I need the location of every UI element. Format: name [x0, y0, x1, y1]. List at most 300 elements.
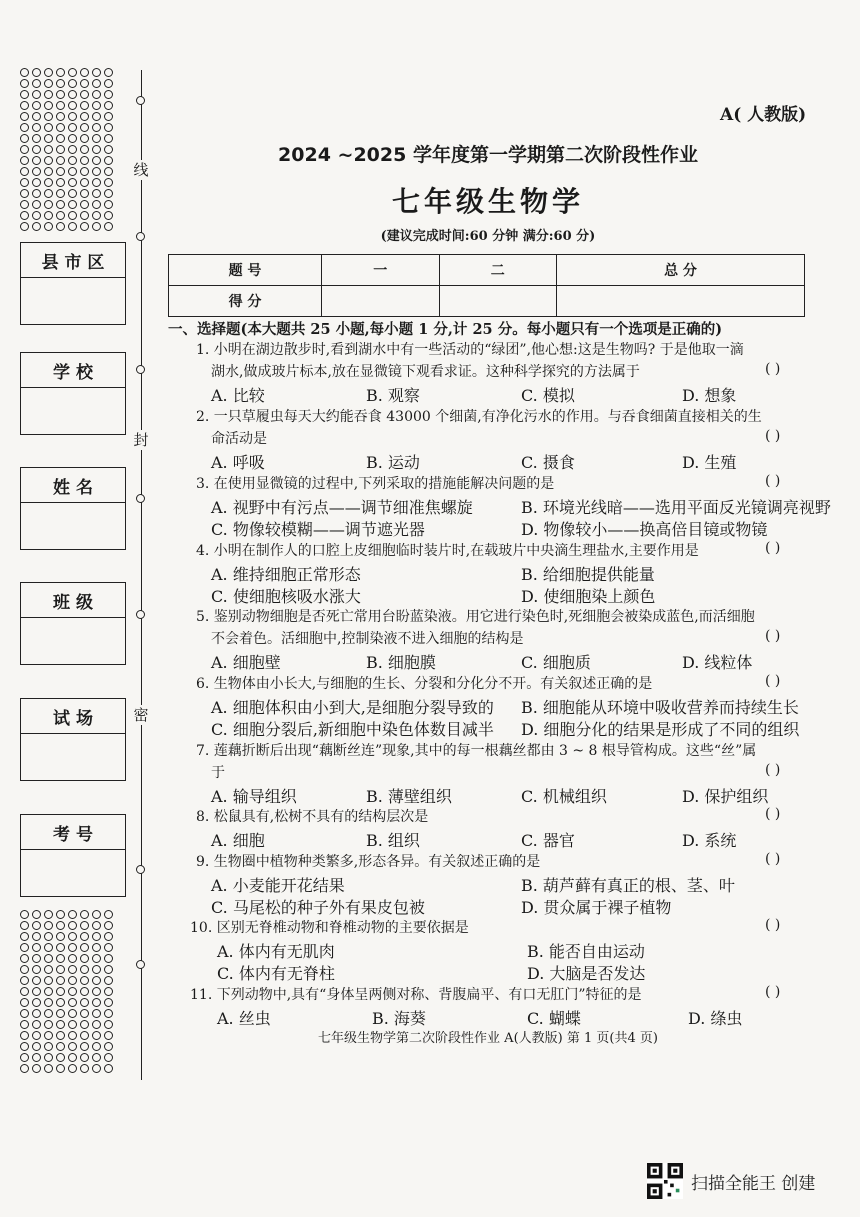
field-exam-number [20, 814, 126, 897]
binding-dot [44, 1020, 53, 1029]
answer-bracket[interactable]: ( ) [765, 762, 781, 778]
field-blank [21, 850, 125, 896]
option-b[interactable]: B. 环境光线暗——选用平面反光镜调亮视野 [521, 498, 831, 517]
binding-dot [68, 222, 77, 231]
binding-dot [56, 145, 65, 154]
field-blank [21, 388, 125, 434]
question-text: 4. 小明在制作人的口腔上皮细胞临时装片时,在载玻片中央滴生理盐水,主要作用是 [196, 543, 699, 559]
binding-dot [20, 112, 29, 121]
answer-bracket[interactable]: ( ) [765, 540, 781, 556]
answer-bracket[interactable]: ( ) [765, 673, 781, 689]
binding-dot [80, 910, 89, 919]
binding-dot [32, 68, 41, 77]
option-d[interactable]: D. 线粒体 [682, 653, 753, 672]
answer-bracket[interactable]: ( ) [765, 473, 781, 489]
binding-dot [68, 134, 77, 143]
binding-dot [68, 943, 77, 952]
binding-dot [32, 998, 41, 1007]
score-cell[interactable] [439, 286, 557, 317]
question-text: 不会着色。活细胞中,控制染液不进入细胞的结构是 [211, 631, 524, 647]
cut-circle [136, 365, 145, 374]
binding-dot [80, 1020, 89, 1029]
binding-dot [20, 1064, 29, 1073]
binding-dot [104, 68, 113, 77]
option-a[interactable]: A. 细胞体积由小到大,是细胞分裂导致的 [211, 698, 494, 717]
option-c[interactable]: C. 器官 [521, 831, 575, 850]
binding-dot [92, 222, 101, 231]
score-table-row [169, 286, 805, 317]
binding-dot [68, 954, 77, 963]
binding-dots-bottom [20, 910, 120, 1075]
binding-dot [32, 1042, 41, 1051]
binding-dot [80, 222, 89, 231]
option-c[interactable]: C. 细胞分裂后,新细胞中染色体数目减半 [211, 720, 494, 739]
field-blank [21, 278, 125, 324]
binding-dot [80, 200, 89, 209]
binding-dot [104, 123, 113, 132]
binding-dot [56, 123, 65, 132]
binding-dot [20, 145, 29, 154]
binding-dot [92, 112, 101, 121]
binding-dot [68, 79, 77, 88]
binding-dot [32, 965, 41, 974]
binding-dot [44, 965, 53, 974]
answer-bracket[interactable]: ( ) [765, 361, 781, 377]
binding-dot [20, 200, 29, 209]
page-footer: 七年级生物学第二次阶段性作业 A(人教版) 第 1 页(共4 页) [318, 1031, 658, 1046]
binding-dot [20, 134, 29, 143]
binding-dot [92, 932, 101, 941]
binding-dot [104, 1020, 113, 1029]
section-title: 一、选择题(本大题共 25 小题,每小题 1 分,计 25 分。每小题只有一个选项是正确的) [168, 321, 723, 338]
option-d[interactable]: D. 系统 [682, 831, 737, 850]
binding-dot [32, 921, 41, 930]
question-text: 7. 莲藕折断后出现“藕断丝连”现象,其中的每一根藕丝都由 3 ~ 8 根导管构成。这些“丝”属 [196, 743, 757, 759]
binding-dot [20, 965, 29, 974]
watermark-text: 扫描全能王 创建 [691, 1173, 816, 1194]
binding-dot [44, 178, 53, 187]
binding-dot [44, 998, 53, 1007]
score-header-cell: 二 [439, 255, 557, 286]
binding-dot [92, 1009, 101, 1018]
option-a[interactable]: A. 输导组织 [211, 787, 297, 806]
binding-dot [32, 211, 41, 220]
option-b[interactable]: B. 运动 [366, 453, 420, 472]
score-header-cell: 一 [322, 255, 440, 286]
binding-dot [68, 167, 77, 176]
field-class [20, 582, 126, 665]
binding-dot [80, 998, 89, 1007]
binding-dot [20, 178, 29, 187]
option-a[interactable]: A. 细胞 [211, 831, 265, 850]
option-c[interactable]: C. 物像较模糊——调节遮光器 [211, 520, 425, 539]
question-text: 6. 生物体由小长大,与细胞的生长、分裂和分化分不开。有关叙述正确的是 [196, 676, 653, 692]
binding-dot [92, 976, 101, 985]
field-exam-room [20, 698, 126, 781]
binding-dot [104, 954, 113, 963]
binding-dot [20, 68, 29, 77]
binding-dot [44, 976, 53, 985]
binding-dot [68, 90, 77, 99]
field-blank [21, 618, 125, 664]
binding-dot [68, 112, 77, 121]
binding-dot [92, 910, 101, 919]
binding-dot [92, 178, 101, 187]
option-b[interactable]: B. 海葵 [372, 1009, 426, 1028]
binding-dot [32, 1031, 41, 1040]
binding-dot [92, 1031, 101, 1040]
binding-dot [68, 1009, 77, 1018]
binding-dot [104, 101, 113, 110]
binding-dot [104, 200, 113, 209]
binding-dot [20, 1053, 29, 1062]
binding-dot [104, 976, 113, 985]
binding-dot [20, 211, 29, 220]
binding-dot [20, 101, 29, 110]
question-text: 2. 一只草履虫每天大约能吞食 43000 个细菌,有净化污水的作用。与吞食细菌直接相关的生 [196, 409, 762, 425]
binding-dot [92, 1053, 101, 1062]
option-d[interactable]: D. 生殖 [682, 453, 737, 472]
binding-dot [56, 222, 65, 231]
cut-circle [136, 960, 145, 969]
field-school [20, 352, 126, 435]
binding-dot [20, 222, 29, 231]
question-text: 8. 松鼠具有,松树不具有的结构层次是 [196, 809, 429, 825]
binding-dot [104, 134, 113, 143]
binding-dot [56, 1053, 65, 1062]
binding-dot [80, 79, 89, 88]
binding-dot [32, 79, 41, 88]
field-blank [21, 734, 125, 780]
field-county [20, 242, 126, 325]
binding-dot [80, 145, 89, 154]
binding-dot [80, 167, 89, 176]
question-9 [196, 851, 540, 873]
binding-dot [92, 998, 101, 1007]
binding-dot [104, 921, 113, 930]
question-7 [196, 740, 756, 784]
field-label: 姓 名 [21, 468, 125, 503]
question-text: 5. 鉴别动物细胞是否死亡常用台盼蓝染液。用它进行染色时,死细胞会被染成蓝色,而活细胞 [196, 609, 755, 625]
binding-dot [44, 123, 53, 132]
option-a[interactable]: A. 小麦能开花结果 [211, 876, 345, 895]
binding-dot [56, 79, 65, 88]
option-c[interactable]: C. 蝴蝶 [527, 1009, 581, 1028]
question-text: 1. 小明在湖边散步时,看到湖水中有一些活动的“绿团”,他心想:这是生物吗? 于是他取一滴 [196, 342, 744, 358]
binding-dot [20, 189, 29, 198]
binding-dot [32, 123, 41, 132]
binding-dot [32, 189, 41, 198]
binding-dot [56, 976, 65, 985]
question-2 [196, 406, 762, 450]
option-a[interactable]: A. 比较 [211, 386, 265, 405]
answer-bracket[interactable]: ( ) [765, 428, 781, 444]
binding-dot [56, 998, 65, 1007]
binding-dot [68, 998, 77, 1007]
cut-circle [136, 610, 145, 619]
binding-dot [56, 1009, 65, 1018]
binding-dot [56, 156, 65, 165]
option-b[interactable]: B. 细胞膜 [366, 653, 436, 672]
binding-dot [44, 954, 53, 963]
binding-dot [92, 101, 101, 110]
option-c[interactable]: C. 机械组织 [521, 787, 607, 806]
binding-dot [44, 943, 53, 952]
binding-dot [104, 222, 113, 231]
question-text: 于 [211, 765, 225, 781]
binding-dot [80, 123, 89, 132]
binding-dot [80, 965, 89, 974]
binding-dot [56, 134, 65, 143]
binding-dot [104, 965, 113, 974]
option-a[interactable]: A. 细胞壁 [211, 653, 281, 672]
cut-mark-line: 线 [131, 160, 151, 180]
question-text: 9. 生物圈中植物种类繁多,形态各异。有关叙述正确的是 [196, 854, 541, 870]
field-label: 班 级 [21, 583, 125, 618]
option-b[interactable]: B. 细胞能从环境中吸收营养而持续生长 [521, 698, 799, 717]
time-info: (建议完成时间:60 分钟 满分:60 分) [380, 229, 596, 244]
binding-dot [68, 1053, 77, 1062]
binding-dot [20, 954, 29, 963]
binding-dot [44, 1031, 53, 1040]
binding-dot [44, 90, 53, 99]
answer-bracket[interactable]: ( ) [765, 628, 781, 644]
cut-circle [136, 96, 145, 105]
binding-dot [56, 1064, 65, 1073]
binding-dot [104, 1042, 113, 1051]
binding-dot [104, 156, 113, 165]
binding-dot [92, 145, 101, 154]
question-text: 3. 在使用显微镜的过程中,下列采取的措施能解决问题的是 [196, 476, 555, 492]
answer-bracket[interactable]: ( ) [765, 984, 781, 1000]
binding-dot [92, 134, 101, 143]
binding-dot [44, 1009, 53, 1018]
binding-dot [56, 1042, 65, 1051]
binding-dot [32, 112, 41, 121]
answer-bracket[interactable]: ( ) [765, 806, 781, 822]
binding-dot [44, 112, 53, 121]
binding-dot [20, 156, 29, 165]
binding-dot [56, 211, 65, 220]
binding-dot [92, 1020, 101, 1029]
binding-dot [56, 167, 65, 176]
question-4 [196, 540, 699, 562]
binding-dot [32, 932, 41, 941]
binding-dot [32, 976, 41, 985]
binding-dot [32, 222, 41, 231]
option-a[interactable]: A. 丝虫 [217, 1009, 271, 1028]
option-c[interactable]: C. 模拟 [521, 386, 575, 405]
binding-dot [92, 79, 101, 88]
binding-dot [92, 200, 101, 209]
field-label: 学 校 [21, 353, 125, 388]
binding-dot [56, 1031, 65, 1040]
binding-dot [80, 178, 89, 187]
question-6 [196, 673, 652, 695]
option-d[interactable]: D. 贯众属于裸子植物 [521, 898, 672, 917]
binding-dot [44, 910, 53, 919]
binding-dot [32, 1020, 41, 1029]
binding-dot [20, 987, 29, 996]
binding-dot [80, 134, 89, 143]
edition-label: A( 人教版) [720, 105, 807, 125]
binding-dot [56, 954, 65, 963]
binding-dot [20, 167, 29, 176]
binding-dot [104, 178, 113, 187]
binding-dot [80, 1009, 89, 1018]
field-label: 考 号 [21, 815, 125, 850]
scanner-watermark [647, 1163, 815, 1199]
binding-dot [44, 932, 53, 941]
binding-dot [44, 134, 53, 143]
binding-dot [92, 965, 101, 974]
score-table-header-row [169, 255, 805, 286]
binding-dot [56, 965, 65, 974]
binding-dot [56, 1020, 65, 1029]
option-c[interactable]: C. 体内有无脊柱 [217, 964, 335, 983]
option-a[interactable]: A. 维持细胞正常形态 [211, 565, 361, 584]
binding-dot [80, 156, 89, 165]
field-label: 县 市 区 [21, 243, 125, 278]
binding-dot [92, 943, 101, 952]
binding-dot [92, 156, 101, 165]
option-c[interactable]: C. 细胞质 [521, 653, 591, 672]
binding-dot [32, 178, 41, 187]
binding-dot [68, 68, 77, 77]
binding-dot [80, 90, 89, 99]
binding-dot [68, 145, 77, 154]
cut-mark-secret: 密 [131, 705, 151, 725]
binding-dot [20, 1042, 29, 1051]
question-5 [196, 606, 755, 650]
binding-dot [80, 932, 89, 941]
binding-dot [80, 101, 89, 110]
option-a[interactable]: A. 呼吸 [211, 453, 265, 472]
binding-dot [32, 134, 41, 143]
binding-dot [104, 1009, 113, 1018]
binding-dot [32, 943, 41, 952]
binding-dot [20, 943, 29, 952]
option-b[interactable]: B. 给细胞提供能量 [521, 565, 655, 584]
cut-circle [136, 494, 145, 503]
option-b[interactable]: B. 观察 [366, 386, 420, 405]
binding-dot [44, 987, 53, 996]
cut-circle [136, 232, 145, 241]
binding-dot [32, 101, 41, 110]
question-text: 湖水,做成玻片标本,放在显微镜下观看求证。这种科学探究的方法属于 [211, 364, 640, 380]
option-d[interactable]: D. 物像较小——换高倍目镜或物镜 [521, 520, 768, 539]
binding-dot [68, 1031, 77, 1040]
qr-code-icon [647, 1163, 683, 1199]
binding-dot [92, 211, 101, 220]
binding-dot [20, 1031, 29, 1040]
binding-dot [20, 921, 29, 930]
option-c[interactable]: C. 马尾松的种子外有果皮包被 [211, 898, 425, 917]
binding-dots-top [20, 68, 120, 233]
binding-dot [80, 211, 89, 220]
binding-dot [68, 189, 77, 198]
binding-dot [56, 178, 65, 187]
option-d[interactable]: D. 大脑是否发达 [527, 964, 646, 983]
exam-title: 2024 ~2025 学年度第一学期第二次阶段性作业 [278, 144, 698, 166]
question-11 [190, 984, 641, 1006]
option-b[interactable]: B. 薄壁组织 [366, 787, 452, 806]
binding-dot [68, 910, 77, 919]
option-b[interactable]: B. 能否自由运动 [527, 942, 645, 961]
score-table [168, 254, 805, 317]
binding-dot [68, 1064, 77, 1073]
binding-dot [104, 998, 113, 1007]
question-text: 命活动是 [211, 431, 267, 447]
binding-dot [32, 145, 41, 154]
score-cell[interactable] [557, 286, 805, 317]
binding-dot [68, 932, 77, 941]
binding-dot [20, 1020, 29, 1029]
binding-dot [92, 189, 101, 198]
option-c[interactable]: C. 使细胞核吸水涨大 [211, 587, 361, 606]
binding-dot [104, 943, 113, 952]
binding-dot [56, 90, 65, 99]
binding-dot [32, 987, 41, 996]
option-c[interactable]: C. 摄食 [521, 453, 575, 472]
binding-dot [92, 954, 101, 963]
option-d[interactable]: D. 想象 [682, 386, 737, 405]
option-b[interactable]: B. 葫芦藓有真正的根、茎、叶 [521, 876, 735, 895]
binding-dot [32, 167, 41, 176]
binding-dot [80, 189, 89, 198]
binding-dot [56, 200, 65, 209]
binding-dot [68, 965, 77, 974]
binding-dot [104, 211, 113, 220]
option-d[interactable]: D. 保护组织 [682, 787, 769, 806]
binding-dot [56, 921, 65, 930]
binding-dot [20, 1009, 29, 1018]
cut-mark-seal: 封 [131, 430, 151, 450]
option-d[interactable]: D. 绦虫 [688, 1009, 743, 1028]
binding-dot [104, 189, 113, 198]
subject-title: 七年级生物学 [391, 185, 584, 218]
binding-dot [68, 178, 77, 187]
binding-dot [20, 123, 29, 132]
binding-dot [56, 189, 65, 198]
option-b[interactable]: B. 组织 [366, 831, 420, 850]
binding-dot [32, 1009, 41, 1018]
binding-dot [80, 1053, 89, 1062]
option-d[interactable]: D. 细胞分化的结果是形成了不同的组织 [521, 720, 800, 739]
binding-dot [104, 987, 113, 996]
binding-dot [32, 156, 41, 165]
answer-bracket[interactable]: ( ) [765, 851, 781, 867]
binding-dot [20, 90, 29, 99]
score-header-cell: 题 号 [169, 255, 322, 286]
score-cell[interactable] [322, 286, 440, 317]
binding-dot [68, 987, 77, 996]
field-blank [21, 503, 125, 549]
option-d[interactable]: D. 使细胞染上颜色 [521, 587, 656, 606]
binding-dot [32, 1053, 41, 1062]
binding-dot [44, 211, 53, 220]
answer-bracket[interactable]: ( ) [765, 917, 781, 933]
option-a[interactable]: A. 体内有无肌肉 [217, 942, 335, 961]
binding-dot [68, 156, 77, 165]
binding-dot [20, 910, 29, 919]
binding-dot [80, 1031, 89, 1040]
field-label: 试 场 [21, 699, 125, 734]
binding-dot [44, 145, 53, 154]
score-header-cell: 总 分 [557, 255, 805, 286]
option-a[interactable]: A. 视野中有污点——调节细准焦螺旋 [211, 498, 473, 517]
binding-dot [44, 156, 53, 165]
